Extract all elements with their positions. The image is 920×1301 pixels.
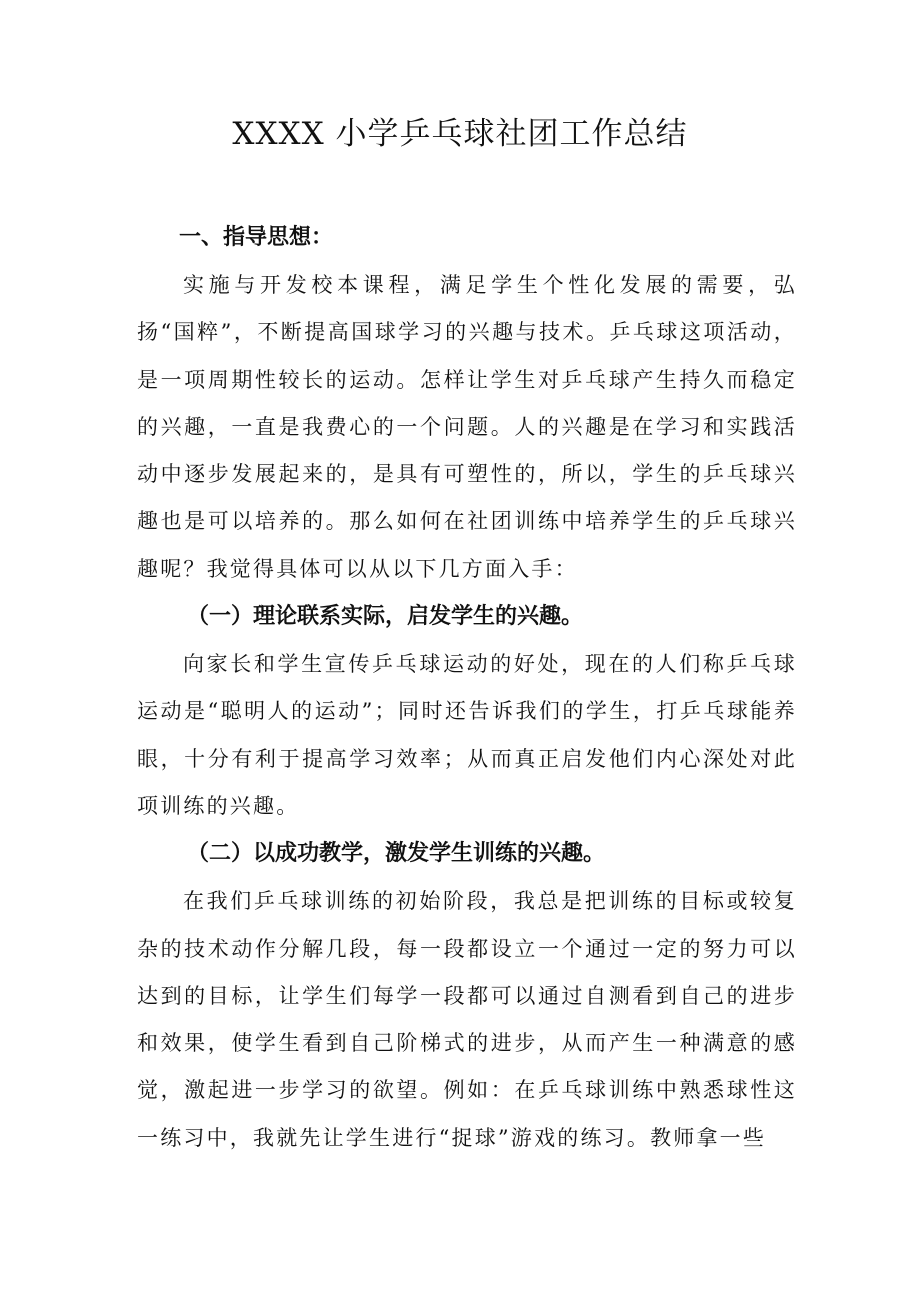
- document-title: XXXX 小学乒乓球社团工作总结: [232, 116, 688, 152]
- subsection-heading-success-teaching: （二）以成功教学，激发学生训练的兴趣。: [187, 841, 606, 867]
- section-paragraph-guiding-ideology: 实施与开发校本课程，满足学生个性化发展的需要，弘扬“国粹”，不断提高国球学习的兴趣与技术。乒乓球这项活动，是一项周期性较长的运动。怎样让学生对乒乓球产生持久而稳定的兴趣，一直是我费心的一个问题。人的兴趣是在学习和实践活动中逐步发展起来的，是具有可塑性的，所以，学生的乒乓球兴趣也是可以培养的。那么如何在社团训练中培养学生的乒乓球兴趣呢？我觉得具体可以从以下几方面入手：: [137, 273, 797, 581]
- document-body: [137, 214, 797, 1162]
- subsection-paragraph-theory-practice: 向家长和学生宣传乒乓球运动的好处，现在的人们称乒乓球运动是“聪明人的运动”；同时还告诉我们的学生，打乒乓球能养眼，十分有利于提高学习效率；从而真正启发他们内心深处对此项训练的兴趣。: [137, 652, 797, 818]
- subsection-heading-theory-practice: （一）理论联系实际，启发学生的兴趣。: [187, 604, 584, 630]
- section-heading-guiding-ideology: 一、指导思想：: [179, 225, 334, 250]
- subsection-paragraph-success-teaching: 在我们乒乓球训练的初始阶段，我总是把训练的目标或较复杂的技术动作分解几段，每一段都设立一个通过一定的努力可以达到的目标，让学生们每学一段都可以通过自测看到自己的进步和效果，使学生看到自己阶梯式的进步，从而产生一种满意的感觉，激起进一步学习的欲望。例如：在乒乓球训练中熟悉球性这一练习中，我就先让学生进行“捉球”游戏的练习。教师拿一些: [137, 889, 797, 1150]
